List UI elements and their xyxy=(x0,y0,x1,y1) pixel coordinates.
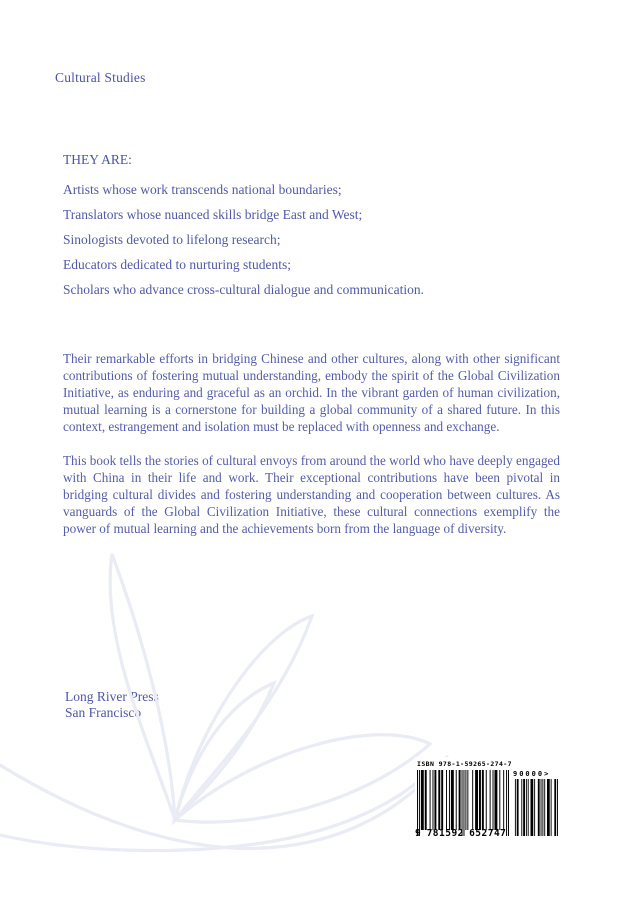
they-are-heading: THEY ARE: xyxy=(63,152,132,167)
category-label: Cultural Studies xyxy=(55,70,146,85)
orchid-leaf-upright xyxy=(175,616,312,820)
publisher-city: San Francisco xyxy=(65,705,142,720)
back-cover-blurb xyxy=(63,350,560,554)
barcode-digits xyxy=(415,829,509,839)
they-are-item-artists: Artists whose work transcends national boundaries; xyxy=(63,182,342,197)
orchid-leaf-right xyxy=(175,735,430,822)
isbn-barcode xyxy=(415,757,561,849)
barcode-digit-group1: 781592 xyxy=(426,828,464,839)
they-are-item-sinologists: Sinologists devoted to lifelong research; xyxy=(63,232,281,247)
ean5-supplement-bars xyxy=(514,779,558,837)
blurb-paragraph-2: This book tells the stories of cultural envoys from around the world who have deeply engaged with China in their life and work. Their exceptional contributions have been pivotal in bridging cultural divides and fostering understanding and cooperation between cultures. As vanguards of the Global Civilization Initiative, these cultural connections exemplify the power of mutual learning and the achievements born from the language of diversity. xyxy=(63,453,560,536)
barcode-digit-left: 9 xyxy=(415,828,421,839)
orchid-leaf-middle xyxy=(175,683,274,820)
publisher-block xyxy=(65,689,159,721)
publisher-name: Long River Press xyxy=(65,689,159,704)
orchid-leaf-upleft xyxy=(110,554,175,820)
ean13-barcode-bars xyxy=(417,770,509,837)
they-are-item-scholars: Scholars who advance cross-cultural dialogue and communication. xyxy=(63,282,425,297)
blurb-paragraph-1: Their remarkable efforts in bridging Chinese and other cultures, along with other significant contributions of fostering mutual understanding, embody the spirit of the Global Civilization Initiative, as enduring and graceful as an orchid. In the vibrant garden of human civilization, mutual learning is a cornerstone for building a global community of a shared future. In this context, estrangement and isolation must be replaced with openness and exchange. xyxy=(63,351,560,434)
barcode-digit-group2: 652747 xyxy=(469,828,507,839)
orchid-stem-sweep-b xyxy=(0,768,432,851)
they-are-item-translators: Translators whose nuanced skills bridge East and West; xyxy=(63,207,363,222)
barcode-supplement-label: 90000> xyxy=(513,770,551,778)
isbn-label: ISBN 978-1-59265-274-7 xyxy=(417,760,512,768)
orchid-stem-sweep-a xyxy=(0,757,447,848)
they-are-section xyxy=(63,153,563,308)
they-are-item-educators: Educators dedicated to nurturing students; xyxy=(63,257,291,272)
